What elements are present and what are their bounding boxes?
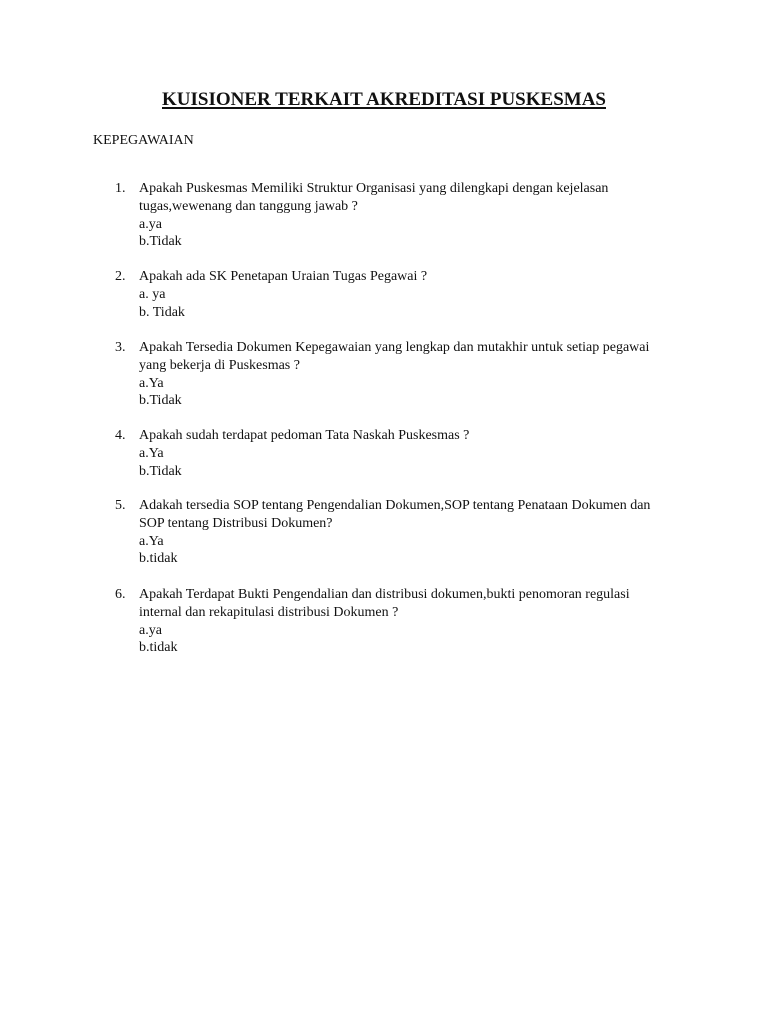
question-text-line: Apakah Tersedia Dokumen Kepegawaian yang lengkap dan mutakhir untuk setiap pegawai bbox=[139, 340, 650, 355]
answer-option: b.Tidak bbox=[139, 393, 182, 409]
question-body bbox=[139, 586, 699, 657]
question-body bbox=[139, 180, 699, 251]
question-text-line: Apakah sudah terdapat pedoman Tata Naskah Puskesmas ? bbox=[139, 428, 470, 443]
question-number: 5. bbox=[115, 498, 126, 513]
question-number: 4. bbox=[115, 428, 126, 443]
answer-option: a.Ya bbox=[139, 375, 164, 391]
question-text-line: Apakah ada SK Penetapan Uraian Tugas Pegawai ? bbox=[139, 269, 428, 284]
answer-option: b.Tidak bbox=[139, 234, 182, 250]
question-body bbox=[139, 268, 699, 321]
answer-option: a.Ya bbox=[139, 533, 164, 549]
question-body bbox=[139, 427, 699, 480]
answer-option: b. Tidak bbox=[139, 304, 185, 320]
question-number: 3. bbox=[115, 340, 126, 355]
question-number: 2. bbox=[115, 269, 126, 284]
question-text-line: Apakah Puskesmas Memiliki Struktur Organisasi yang dilengkapi dengan kejelasan bbox=[139, 181, 609, 196]
question-text-line: yang bekerja di Puskesmas ? bbox=[139, 357, 300, 373]
answer-option: a.ya bbox=[139, 216, 162, 232]
question-text-line: tugas,wewenang dan tanggung jawab ? bbox=[139, 198, 358, 214]
question-number: 1. bbox=[115, 181, 126, 196]
question-number: 6. bbox=[115, 587, 126, 602]
document-title-text: KUISIONER TERKAIT AKREDITASI PUSKESMAS bbox=[162, 89, 606, 110]
section-heading: KEPEGAWAIAN bbox=[93, 133, 194, 148]
question-text-line: Adakah tersedia SOP tentang Pengendalian Dokumen,SOP tentang Penataan Dokumen dan bbox=[139, 498, 651, 513]
question-text-line: internal dan rekapitulasi distribusi Dokumen ? bbox=[139, 604, 399, 620]
answer-option: a.ya bbox=[139, 622, 162, 638]
question-body bbox=[139, 497, 699, 568]
answer-option: a. ya bbox=[139, 286, 166, 302]
question-text-line: SOP tentang Distribusi Dokumen? bbox=[139, 515, 333, 531]
answer-option: b.tidak bbox=[139, 640, 178, 656]
document-title bbox=[0, 88, 768, 112]
answer-option: b.tidak bbox=[139, 551, 178, 567]
question-body bbox=[139, 339, 699, 410]
question-text-line: Apakah Terdapat Bukti Pengendalian dan distribusi dokumen,bukti penomoran regulasi bbox=[139, 587, 630, 602]
answer-option: a.Ya bbox=[139, 445, 164, 461]
answer-option: b.Tidak bbox=[139, 463, 182, 479]
